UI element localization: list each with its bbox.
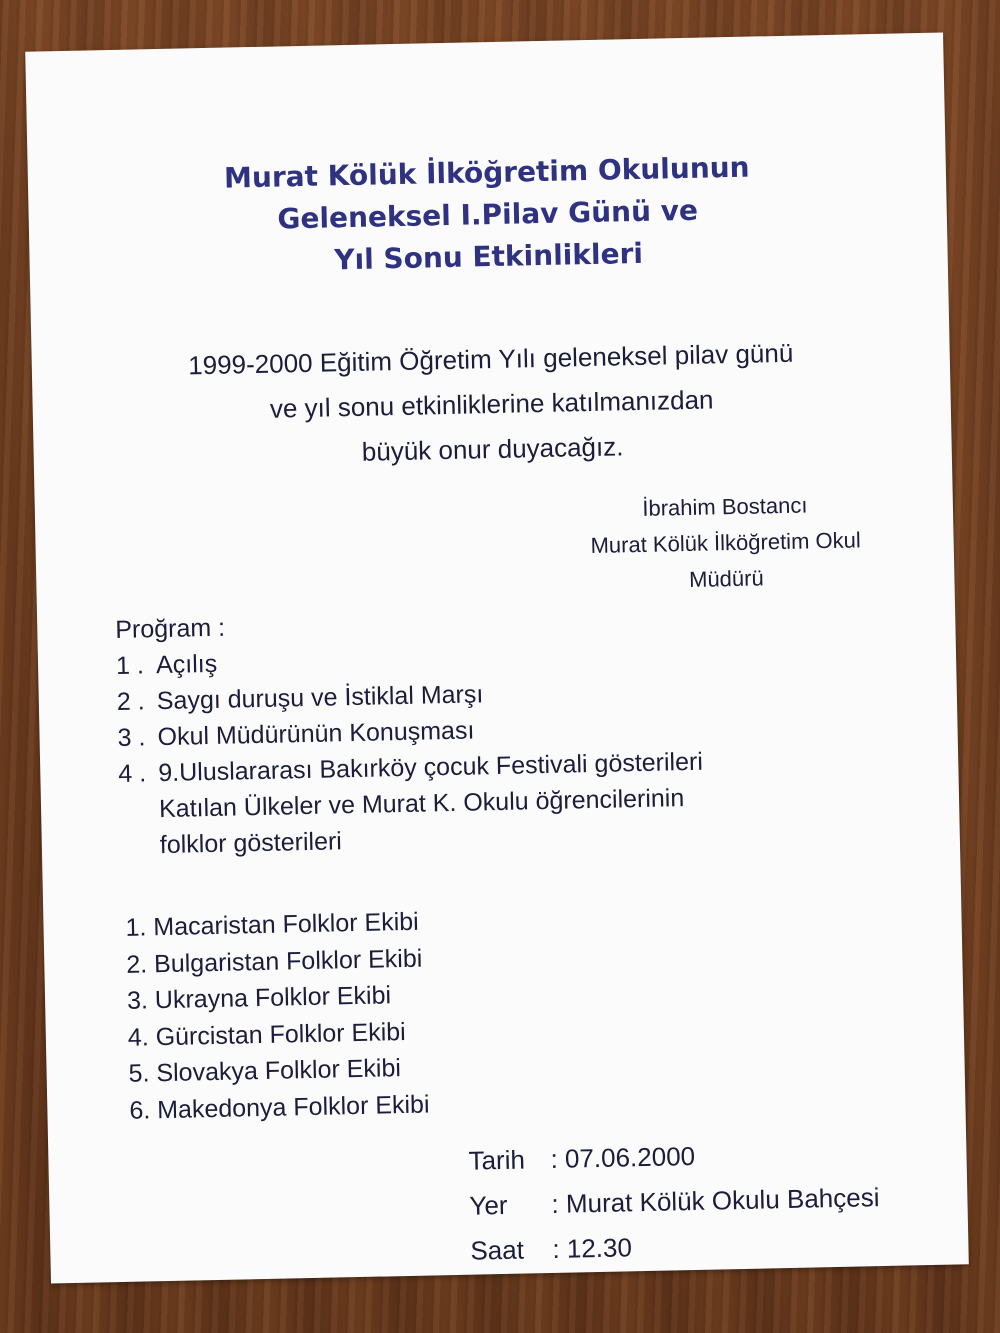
program-item-continuation: Katılan Ülkeler ve Murat K. Okulu öğrencilerinin xyxy=(158,784,685,824)
program-section xyxy=(115,596,880,864)
invitation-message xyxy=(31,327,952,481)
team-item: 4. Gürcistan Folklor Ekibi xyxy=(127,1017,406,1052)
message-line: ve yıl sonu etkinliklerine katılmanızdan xyxy=(269,384,714,424)
event-time xyxy=(470,1219,951,1274)
title-line: Murat Kölük İlköğretim Okulunun xyxy=(223,150,750,195)
place-label: Yer xyxy=(469,1189,508,1221)
team-item: 6. Makedonya Folklor Ekibi xyxy=(129,1090,430,1125)
place-value: : Murat Kölük Okulu Bahçesi xyxy=(551,1182,880,1219)
invitation-card xyxy=(25,33,969,1284)
signatory-name: İbrahim Bostancı xyxy=(642,492,808,521)
program-item-text: Açılış xyxy=(155,649,218,680)
program-item-number: 3 . xyxy=(117,723,146,752)
folklore-teams-list xyxy=(125,897,729,1129)
date-label: Tarih xyxy=(468,1144,526,1176)
team-item: 5. Slovakya Folklor Ekibi xyxy=(128,1054,402,1088)
signatory-title: Müdürü xyxy=(688,565,764,592)
invitation-title xyxy=(28,142,948,287)
message-line: büyük onur duyacağız. xyxy=(361,431,624,467)
program-item-number: 4 . xyxy=(118,759,147,788)
program-item-text: 9.Uluslararası Bakırköy çocuk Festivali gösterileri xyxy=(158,747,704,788)
time-label: Saat xyxy=(470,1234,525,1266)
program-item-text: Okul Müdürünün Konuşması xyxy=(157,716,475,752)
program-item-continuation: folklor gösterileri xyxy=(159,827,343,860)
program-item-text: Saygı duruşu ve İstiklal Marşı xyxy=(156,680,484,716)
message-line: 1999-2000 Eğitim Öğretim Yılı geleneksel pilav günü xyxy=(187,337,794,381)
title-line: Geleneksel I.Pilav Günü ve xyxy=(277,193,699,236)
program-item-number: 2 . xyxy=(116,687,145,716)
team-item: 3. Ukrayna Folklor Ekibi xyxy=(126,981,392,1015)
date-value: : 07.06.2000 xyxy=(550,1140,696,1174)
event-details xyxy=(468,1129,951,1274)
program-item-number: 1 . xyxy=(115,651,145,680)
program-heading: Proğram : xyxy=(115,613,226,644)
title-line: Yıl Sonu Etkinlikleri xyxy=(333,236,644,277)
team-item: 1. Macaristan Folklor Ekibi xyxy=(125,907,419,942)
team-item: 2. Bulgaristan Folklor Ekibi xyxy=(126,944,423,979)
time-value: : 12.30 xyxy=(552,1232,633,1264)
signatory-school: Murat Kölük İlköğretim Okul xyxy=(590,527,861,559)
signature-block xyxy=(545,485,907,601)
